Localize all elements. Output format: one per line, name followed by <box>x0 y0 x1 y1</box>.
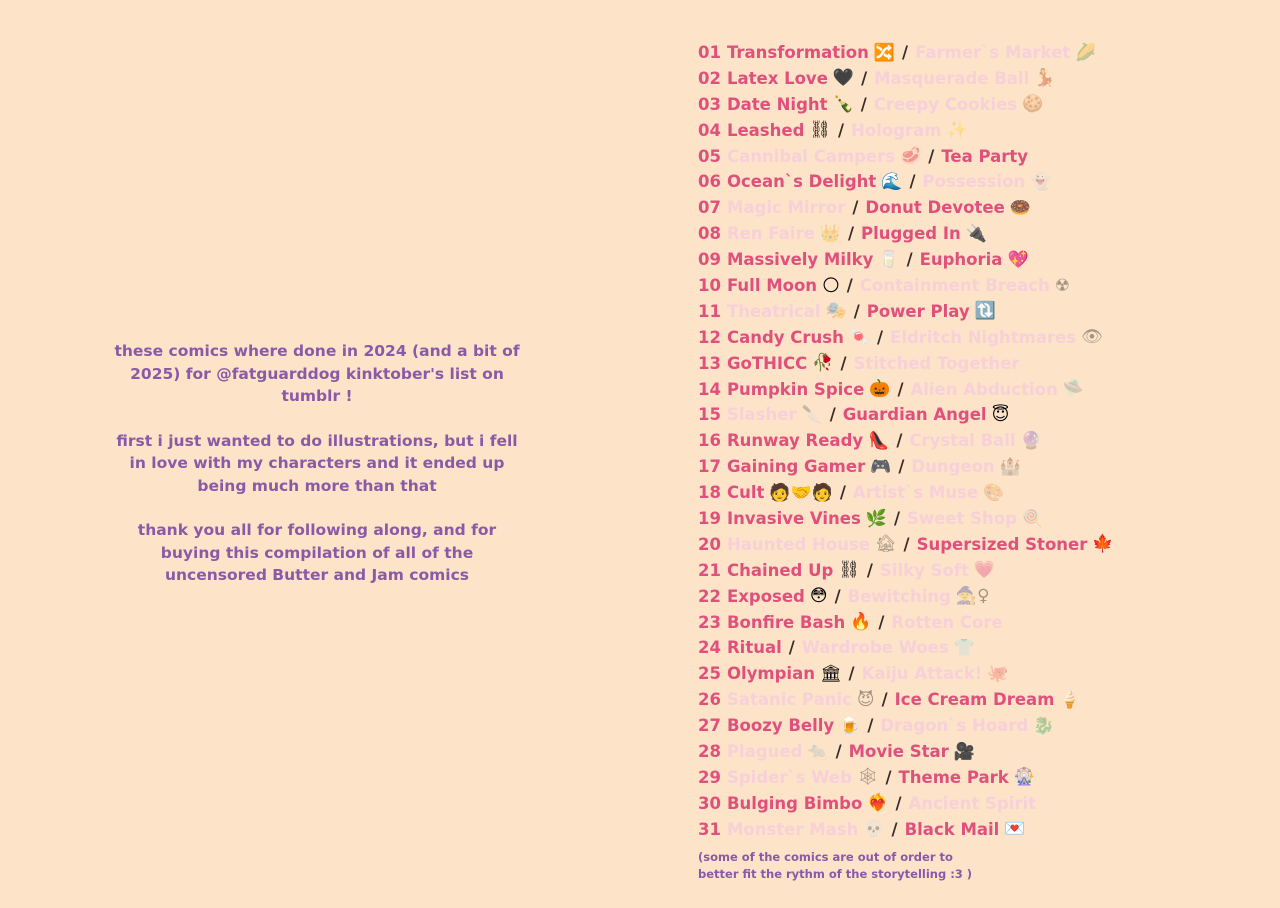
prompt-b-title: Euphoria <box>919 250 1003 270</box>
prompt-a-title: Latex Love <box>726 68 828 88</box>
list-item <box>698 765 1258 791</box>
prompt-a-emoji-icon: 😈 <box>856 689 875 710</box>
prompt-b-title: Creepy Cookies <box>873 94 1018 114</box>
comic-list-rows <box>698 40 1258 843</box>
prompt-a-emoji-icon: 🍬 <box>848 327 871 348</box>
list-item <box>698 195 1258 221</box>
prompt-b-emoji-icon: 🧙♀ <box>955 586 990 607</box>
prompt-a-emoji-icon: 🥀 <box>812 353 834 374</box>
prompt-b-title: Sweet Shop <box>907 509 1017 529</box>
list-item <box>698 454 1258 480</box>
prompt-b-emoji-icon: 👁 <box>1081 327 1103 348</box>
prompt-b-emoji-icon: 🍭 <box>1021 508 1044 529</box>
intro-text <box>110 340 524 609</box>
list-item <box>698 402 1258 428</box>
list-item-number: 07 <box>698 198 721 218</box>
comic-list <box>698 40 1258 883</box>
prompt-a-emoji-icon: 🕸 <box>856 767 879 788</box>
prompt-a-emoji-icon: 🍺 <box>839 715 861 736</box>
prompt-b-title: Kaiju Attack! <box>861 664 983 684</box>
prompt-b-emoji-icon: 💃 <box>1034 68 1056 89</box>
prompt-b-title: Ice Cream Dream <box>894 690 1055 710</box>
list-item <box>698 299 1258 325</box>
prompt-b-emoji-icon: 🛸 <box>1062 379 1084 400</box>
prompt-b-title: Tea Party <box>941 146 1029 166</box>
prompt-a-emoji-icon: 🔀 <box>873 42 896 63</box>
prompt-a-title: Invasive Vines <box>726 509 861 529</box>
prompt-a-emoji-icon: 🔥 <box>850 612 872 633</box>
prompt-a-emoji-icon: 🔪 <box>801 405 823 426</box>
prompt-a-title: Date Night <box>726 94 828 114</box>
prompt-a-title: Chained Up <box>726 560 834 580</box>
list-item <box>698 791 1258 817</box>
prompt-b-title: Dragon`s Hoard <box>880 716 1029 736</box>
prompt-a-title: Haunted House <box>726 534 870 554</box>
separator-slash: / <box>866 560 873 580</box>
prompt-b-title: Eldritch Nightmares <box>890 327 1077 347</box>
list-item-number: 30 <box>698 793 721 813</box>
prompt-a-title: Magic Mirror <box>726 198 846 218</box>
separator-slash: / <box>867 716 874 736</box>
separator-slash: / <box>878 612 885 632</box>
list-item-number: 14 <box>698 379 721 399</box>
footnote-line: better fit the rythm of the storytelling :3 ) <box>698 866 973 881</box>
prompt-b-emoji-icon: 🍁 <box>1092 534 1114 555</box>
separator-slash: / <box>895 793 902 813</box>
prompt-a-emoji-icon: 🖤 <box>832 68 855 89</box>
intro-paragraph: these comics where done in 2024 (and a bit of 2025) for @fatguarddog kinktober's list on tumblr ! <box>114 342 520 405</box>
prompt-a-emoji-icon: 😳 <box>809 586 828 607</box>
separator-slash: / <box>829 405 836 425</box>
prompt-b-title: Containment Breach <box>859 276 1050 296</box>
prompt-a-title: Theatrical <box>726 301 821 321</box>
separator-slash: / <box>881 690 888 710</box>
prompt-b-emoji-icon: 🍦 <box>1059 689 1081 710</box>
prompt-b-emoji-icon: 💖 <box>1007 249 1029 270</box>
prompt-b-title: Alien Abduction <box>910 379 1058 399</box>
prompt-a-title: Runway Ready <box>726 431 864 451</box>
separator-slash: / <box>902 43 909 62</box>
prompt-a-emoji-icon: 🥛 <box>878 249 900 270</box>
list-item-number: 12 <box>698 327 721 347</box>
list-item-number: 11 <box>698 301 721 321</box>
list-item <box>698 428 1258 454</box>
list-item-number: 06 <box>698 172 721 192</box>
list-item-number: 01 <box>698 43 721 62</box>
separator-slash: / <box>853 301 860 321</box>
separator-slash: / <box>788 638 795 658</box>
prompt-b-emoji-icon: 🔃 <box>974 301 996 322</box>
prompt-a-emoji-icon: 🏛 <box>819 663 842 684</box>
list-item <box>698 635 1258 661</box>
prompt-b-emoji-icon: ☢ <box>1054 275 1071 296</box>
prompt-b-title: Masquerade Ball <box>874 68 1030 88</box>
prompt-b-title: Crystal Ball <box>909 431 1016 451</box>
list-item <box>698 532 1258 558</box>
prompt-a-emoji-icon: 🌕 <box>822 275 840 296</box>
footnote <box>698 849 1258 883</box>
list-item-number: 29 <box>698 767 721 787</box>
list-item-number: 23 <box>698 612 721 632</box>
prompt-a-emoji-icon: 🏚 <box>874 534 897 555</box>
separator-slash: / <box>897 379 904 399</box>
separator-slash: / <box>893 509 901 529</box>
prompt-b-title: Rotten Core <box>891 612 1003 632</box>
prompt-a-title: Olympian <box>726 664 815 684</box>
prompt-a-title: Candy Crush <box>726 327 844 347</box>
list-item-number: 20 <box>698 534 721 554</box>
intro-paragraph: thank you all for following along, and for buying this compilation of all of the uncensored Butter and Jam comics <box>137 521 497 584</box>
prompt-a-emoji-icon: 💀 <box>863 819 885 840</box>
prompt-a-title: Cannibal Campers <box>726 146 896 166</box>
prompt-a-title: Boozy Belly <box>726 716 835 736</box>
list-item <box>698 817 1258 843</box>
prompt-b-title: Farmer`s Market <box>915 43 1071 62</box>
list-item <box>698 661 1258 687</box>
list-item-number: 05 <box>698 146 721 166</box>
prompt-b-title: Possession <box>922 172 1026 192</box>
prompt-b-emoji-icon: 🍩 <box>1009 197 1031 218</box>
prompt-a-emoji-icon: 🐀 <box>807 741 829 762</box>
prompt-b-title: Ancient Spirit <box>908 793 1037 813</box>
prompt-b-emoji-icon: 🐙 <box>987 663 1009 684</box>
list-item <box>698 66 1258 92</box>
list-item <box>698 118 1258 144</box>
list-item-number: 21 <box>698 560 721 580</box>
list-item <box>698 377 1258 403</box>
list-item-number: 02 <box>698 68 721 88</box>
prompt-b-emoji-icon: 🐉 <box>1033 715 1055 736</box>
list-item-number: 31 <box>698 819 721 839</box>
prompt-a-emoji-icon: 👑 <box>819 223 841 244</box>
prompt-a-title: Massively Milky <box>726 250 874 270</box>
list-item <box>698 558 1258 584</box>
prompt-b-emoji-icon: ✨ <box>946 120 968 141</box>
prompt-b-title: Stitched Together <box>853 353 1020 373</box>
list-item-number: 15 <box>698 405 721 425</box>
prompt-a-emoji-icon: 🌿 <box>865 508 887 529</box>
prompt-b-title: Power Play <box>866 301 970 321</box>
prompt-a-emoji-icon: 🎭 <box>825 301 847 322</box>
prompt-b-emoji-icon: 🎨 <box>983 482 1005 503</box>
prompt-a-emoji-icon: ❤️‍🔥 <box>867 793 889 814</box>
prompt-b-emoji-icon: 👕 <box>953 638 975 659</box>
prompt-a-title: Plagued <box>726 742 803 762</box>
prompt-a-title: Ren Faire <box>726 224 815 244</box>
prompt-a-title: GoTHICC <box>726 353 808 373</box>
separator-slash: / <box>909 172 916 192</box>
prompt-a-emoji-icon: 🥩 <box>900 146 922 167</box>
separator-slash: / <box>896 431 903 451</box>
prompt-a-emoji-icon: 🌊 <box>881 172 903 192</box>
prompt-a-emoji-icon: 🎮 <box>870 456 892 477</box>
list-item <box>698 169 1258 195</box>
separator-slash: / <box>847 224 854 244</box>
list-item-number: 18 <box>698 483 721 503</box>
prompt-b-emoji-icon: 👻 <box>1030 172 1052 192</box>
list-item <box>698 687 1258 713</box>
list-item <box>698 247 1258 273</box>
list-item-number: 16 <box>698 431 721 451</box>
list-item-number: 03 <box>698 94 721 114</box>
separator-slash: / <box>848 664 855 684</box>
prompt-a-title: Pumpkin Spice <box>726 379 865 399</box>
separator-slash: / <box>885 767 892 787</box>
prompt-a-title: Ocean`s Delight <box>726 172 877 192</box>
separator-slash: / <box>839 483 846 503</box>
list-item-number: 28 <box>698 742 721 762</box>
separator-slash: / <box>928 146 935 166</box>
prompt-b-title: Movie Star <box>848 742 949 762</box>
list-item-number: 24 <box>698 638 721 658</box>
prompt-a-title: Slasher <box>726 405 797 425</box>
prompt-a-title: Monster Mash <box>726 819 859 839</box>
separator-slash: / <box>840 353 847 373</box>
list-item <box>698 480 1258 506</box>
prompt-b-title: Donut Devotee <box>865 198 1005 218</box>
footnote-line: (some of the comics are out of order to <box>698 849 953 864</box>
prompt-b-title: Plugged In <box>860 224 961 244</box>
prompt-a-emoji-icon: 👠 <box>868 430 890 451</box>
list-item-number: 26 <box>698 690 721 710</box>
prompt-a-title: Bonfire Bash <box>726 612 846 632</box>
prompt-a-title: Satanic Panic <box>726 690 852 710</box>
prompt-a-title: Ritual <box>726 638 782 658</box>
separator-slash: / <box>877 327 884 347</box>
prompt-a-title: Spider`s Web <box>726 767 852 787</box>
prompt-b-title: Artist`s Muse <box>852 483 979 503</box>
list-item-number: 13 <box>698 353 721 373</box>
list-item-number: 17 <box>698 457 721 477</box>
prompt-b-emoji-icon: 🏰 <box>999 456 1021 477</box>
separator-slash: / <box>834 586 841 606</box>
prompt-b-emoji-icon: 💗 <box>973 560 996 581</box>
separator-slash: / <box>835 742 842 762</box>
list-item <box>698 610 1258 636</box>
prompt-b-title: Silky Soft <box>879 560 969 580</box>
list-item-number: 25 <box>698 664 721 684</box>
prompt-a-emoji-icon: 🍾 <box>832 94 854 115</box>
list-item <box>698 506 1258 532</box>
separator-slash: / <box>861 68 868 88</box>
list-item-number: 10 <box>698 276 721 296</box>
separator-slash: / <box>898 457 905 477</box>
prompt-b-title: Wardrobe Woes <box>801 638 949 658</box>
list-item <box>698 92 1258 118</box>
prompt-a-title: Transformation <box>726 43 869 62</box>
list-item <box>698 325 1258 351</box>
list-item <box>698 713 1258 739</box>
separator-slash: / <box>860 94 867 114</box>
prompt-a-emoji-icon: 🧑🤝🧑 <box>769 482 833 503</box>
prompt-b-title: Supersized Stoner <box>916 534 1088 554</box>
separator-slash: / <box>903 534 910 554</box>
prompt-b-emoji-icon: 🌽 <box>1075 42 1097 63</box>
list-item-number: 27 <box>698 716 721 736</box>
prompt-b-title: Guardian Angel <box>842 405 987 425</box>
prompt-b-emoji-icon: 🍪 <box>1022 94 1044 115</box>
list-item-number: 04 <box>698 120 721 140</box>
separator-slash: / <box>852 198 859 218</box>
list-item <box>698 584 1258 610</box>
prompt-b-emoji-icon: 🎡 <box>1013 767 1035 788</box>
list-item <box>698 273 1258 299</box>
prompt-b-emoji-icon: 🔮 <box>1020 430 1042 451</box>
prompt-a-emoji-icon: 🎃 <box>869 379 891 400</box>
prompt-b-emoji-icon: 💌 <box>1004 819 1026 840</box>
prompt-b-title: Theme Park <box>898 767 1009 787</box>
prompt-a-title: Bulging Bimbo <box>726 793 863 813</box>
separator-slash: / <box>906 250 913 270</box>
prompt-a-title: Cult <box>726 483 765 503</box>
prompt-b-emoji-icon: 😇 <box>991 405 1010 426</box>
list-item <box>698 221 1258 247</box>
separator-slash: / <box>891 819 898 839</box>
list-item-number: 08 <box>698 224 721 244</box>
prompt-b-emoji-icon: 🎥 <box>953 741 975 762</box>
prompt-b-emoji-icon: 🔌 <box>965 223 987 244</box>
list-item <box>698 144 1258 170</box>
list-item <box>698 351 1258 377</box>
prompt-a-title: Gaining Gamer <box>726 457 866 477</box>
prompt-b-title: Bewitching <box>847 586 951 606</box>
prompt-a-title: Full Moon <box>726 276 818 296</box>
list-item-number: 19 <box>698 509 721 529</box>
prompt-b-title: Dungeon <box>911 457 995 477</box>
prompt-a-emoji-icon: ⛓ <box>809 120 831 141</box>
prompt-b-title: Black Mail <box>904 819 1000 839</box>
list-item <box>698 739 1258 765</box>
separator-slash: / <box>846 276 853 296</box>
list-item-number: 22 <box>698 586 721 606</box>
separator-slash: / <box>837 120 845 140</box>
list-item <box>698 40 1258 66</box>
prompt-a-title: Exposed <box>726 586 805 606</box>
intro-paragraph: first i just wanted to do illustrations, but i fell in love with my characters and it ended up being much more than that <box>116 431 518 495</box>
prompt-a-emoji-icon: ⛓ <box>838 560 860 581</box>
prompt-a-title: Leashed <box>726 120 805 140</box>
prompt-b-title: Hologram <box>851 120 942 140</box>
list-item-number: 09 <box>698 250 721 270</box>
